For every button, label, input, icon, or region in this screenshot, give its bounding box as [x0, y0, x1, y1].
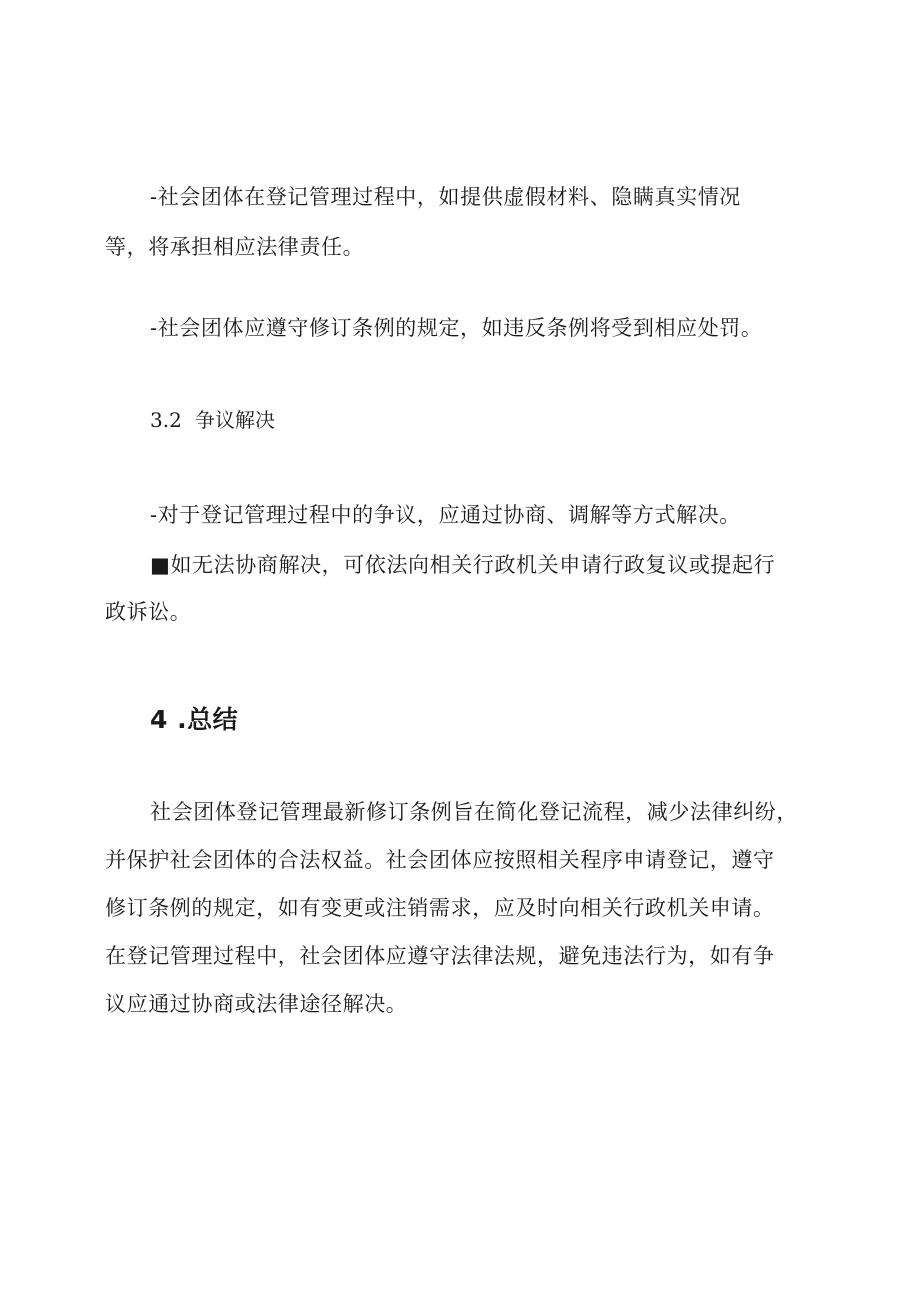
summary-paragraph-line-1: 社会团体登记管理最新修订条例旨在简化登记流程，减少法律纠纷， [150, 800, 798, 824]
section-3-2-title: 争议解决 [195, 408, 275, 432]
liability-item-line-2: 等，将承担相应法律责任。 [105, 235, 365, 259]
dispute-item-2-line-1: ■如无法协商解决，可依法向相关行政机关申请行政复议或提起行 [150, 553, 776, 577]
dispute-item-2-line-2: 政诉讼。 [105, 600, 192, 624]
section-3-2-heading [150, 405, 275, 435]
penalty-item: -社会团体应遵守修订条例的规定，如违反条例将受到相应处罚。 [150, 316, 763, 340]
summary-paragraph-line-4: 在登记管理过程中，社会团体应遵守法律法规，避免违法行为，如有争 [105, 944, 775, 968]
section-3-2-number: 3.2 [150, 408, 182, 432]
summary-paragraph-line-3: 修订条例的规定，如有变更或注销需求，应及时向相关行政机关申请。 [105, 896, 775, 920]
summary-paragraph-line-5: 议应通过协商或法律途径解决。 [105, 992, 408, 1016]
section-4-heading: 4 .总结 [150, 705, 239, 734]
dispute-item-1: -对于登记管理过程中的争议，应通过协商、调解等方式解决。 [150, 503, 741, 527]
liability-item-line-1: -社会团体在登记管理过程中，如提供虚假材料、隐瞒真实情况 [150, 185, 741, 209]
summary-paragraph-line-2: 并保护社会团体的合法权益。社会团体应按照相关程序申请登记，遵守 [105, 848, 775, 872]
